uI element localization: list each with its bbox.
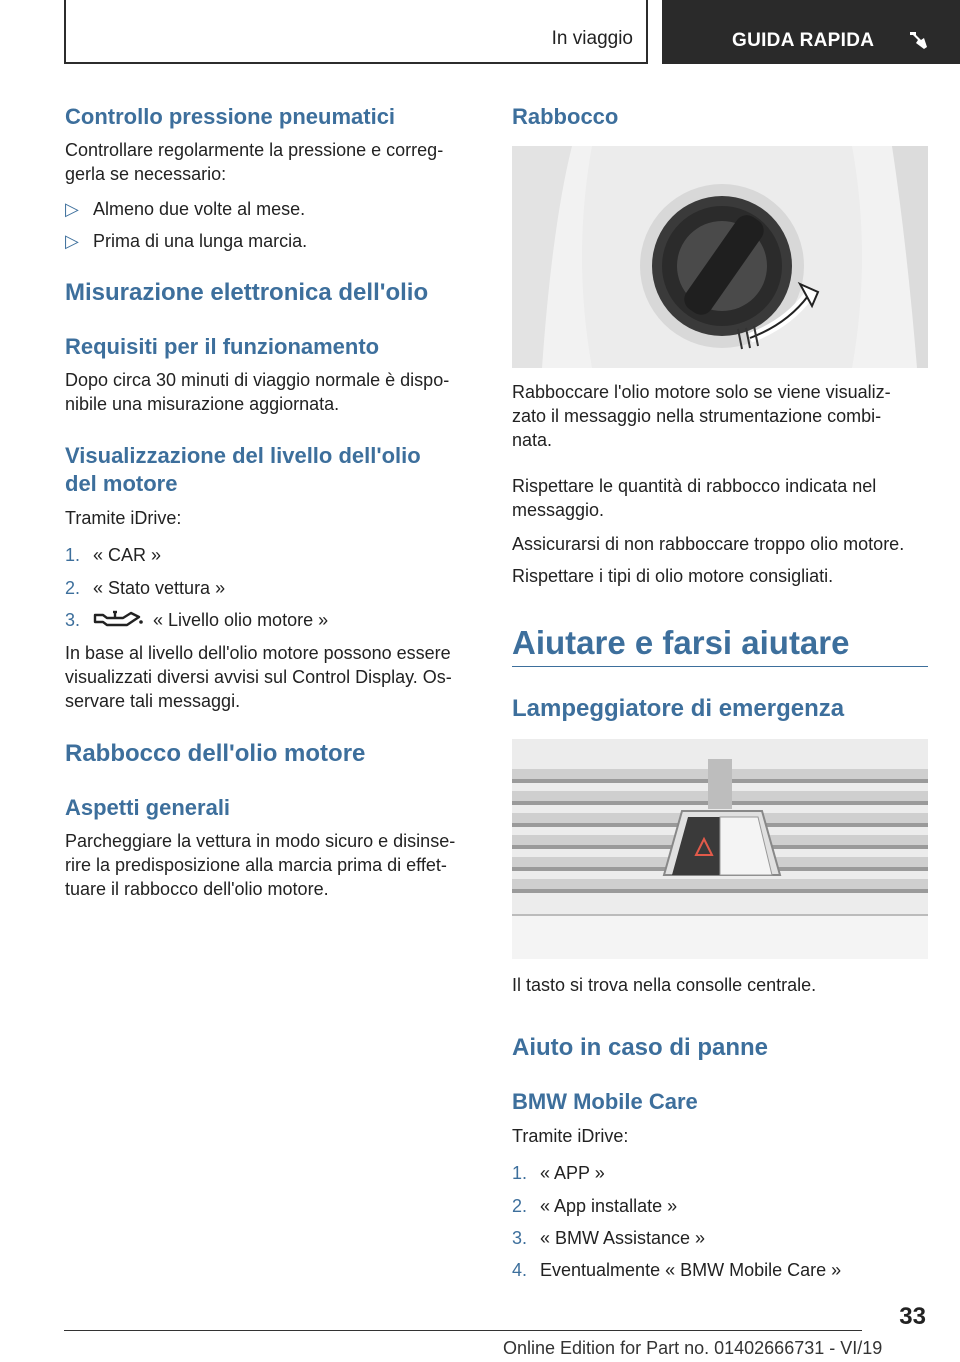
step-text: « APP » — [540, 1163, 605, 1183]
wrench-icon — [907, 29, 929, 51]
step-text: Eventualmente « BMW Mobile Care » — [540, 1260, 842, 1280]
rabbocco-text-line-6: Assicurarsi di non rabboccare troppo olio motore. — [512, 534, 905, 554]
oil-level-heading-line-2: del motore — [65, 471, 178, 496]
list-item-text: Prima di una lunga marcia. — [93, 231, 308, 251]
hazard-button-image — [512, 739, 928, 959]
list-item — [65, 197, 305, 221]
step-text: « CAR » — [93, 545, 162, 565]
step-number: 1. — [512, 1163, 528, 1183]
step-number: 4. — [512, 1260, 528, 1280]
step-number: 3. — [512, 1228, 528, 1248]
step-number: 1. — [65, 545, 81, 565]
tire-text-line-1: Controllare regolarmente la pressione e correg- — [65, 140, 444, 160]
step-text: « App installate » — [540, 1196, 678, 1216]
mobile-care-intro: Tramite iDrive: — [512, 1126, 629, 1146]
rabbocco-text-line-2: zato il messaggio nella strumentazione combi- — [512, 406, 882, 426]
tire-text-line-2: gerla se necessario: — [65, 164, 227, 184]
bullet-marker: ▷ — [65, 199, 79, 219]
electronic-oil-heading: Misurazione elettronica dell'olio — [65, 279, 429, 306]
oil-filler-cap-image — [512, 146, 928, 368]
step-number: 3. — [65, 610, 81, 630]
list-item — [512, 1226, 705, 1250]
oil-level-intro: Tramite iDrive: — [65, 508, 182, 528]
list-item-text: Almeno due volte al mese. — [93, 199, 306, 219]
step-number: 2. — [512, 1196, 528, 1216]
list-item — [65, 229, 307, 253]
oil-level-text-line-1: In base al livello dell'olio motore possono essere — [65, 643, 451, 663]
list-item — [65, 576, 225, 600]
oil-level-text-line-2: visualizzati diversi avvisi sul Control Display. Os- — [65, 667, 452, 687]
footer-rule — [64, 1330, 862, 1331]
requirements-text-line-2: nibile una misurazione aggiornata. — [65, 394, 340, 414]
rabbocco-text-line-4: Rispettare le quantità di rabbocco indicata nel — [512, 476, 877, 496]
chapter-rule — [512, 666, 928, 667]
header-section-title: In viaggio — [551, 28, 633, 49]
list-item — [65, 543, 161, 567]
chapter-heading: Aiutare e farsi aiutare — [512, 624, 850, 661]
general-text-line-2: rire la predisposizione alla marcia prima di effet- — [65, 855, 447, 875]
quick-guide-tab[interactable] — [662, 0, 960, 64]
rabbocco-text-line-7: Rispettare i tipi di olio motore consigliati. — [512, 566, 834, 586]
hazard-text: Il tasto si trova nella consolle centrale. — [512, 975, 817, 995]
step-text: « Livello olio motore » — [153, 610, 329, 630]
general-text-line-3: tuare il rabbocco dell'olio motore. — [65, 879, 329, 899]
footer-edition: Online Edition for Part no. 01402666731 - VI/19 — [503, 1338, 883, 1358]
rabbocco-text-line-3: nata. — [512, 430, 553, 450]
oil-level-heading-line-1: Visualizzazione del livello dell'olio — [65, 443, 421, 468]
quick-guide-tab-label: GUIDA RAPIDA — [732, 30, 875, 51]
general-text-line-1: Parcheggiare la vettura in modo sicuro e disinse- — [65, 831, 456, 851]
step-text: « Stato vettura » — [93, 578, 226, 598]
list-item — [512, 1258, 841, 1282]
rabbocco-heading: Rabbocco — [512, 104, 619, 129]
mobile-care-heading: BMW Mobile Care — [512, 1089, 698, 1114]
step-number: 2. — [65, 578, 81, 598]
general-heading: Aspetti generali — [65, 795, 231, 820]
list-item — [65, 608, 328, 632]
breakdown-heading: Aiuto in caso di panne — [512, 1034, 769, 1061]
requirements-heading: Requisiti per il funzionamento — [65, 334, 380, 359]
step-text: « BMW Assistance » — [540, 1228, 706, 1248]
list-item — [512, 1194, 677, 1218]
oil-can-icon — [93, 609, 145, 629]
requirements-text-line-1: Dopo circa 30 minuti di viaggio normale è dispo- — [65, 370, 450, 390]
refill-oil-heading: Rabbocco dell'olio motore — [65, 740, 366, 767]
rabbocco-text-line-1: Rabboccare l'olio motore solo se viene visualiz- — [512, 382, 891, 402]
page-number: 33 — [899, 1303, 926, 1330]
hazard-heading: Lampeggiatore di emergenza — [512, 695, 845, 722]
list-item — [512, 1161, 605, 1185]
oil-level-text-line-3: servare tali messaggi. — [65, 691, 241, 711]
tire-pressure-heading: Controllo pressione pneumatici — [65, 104, 396, 129]
bullet-marker: ▷ — [65, 231, 79, 251]
rabbocco-text-line-5: messaggio. — [512, 500, 605, 520]
